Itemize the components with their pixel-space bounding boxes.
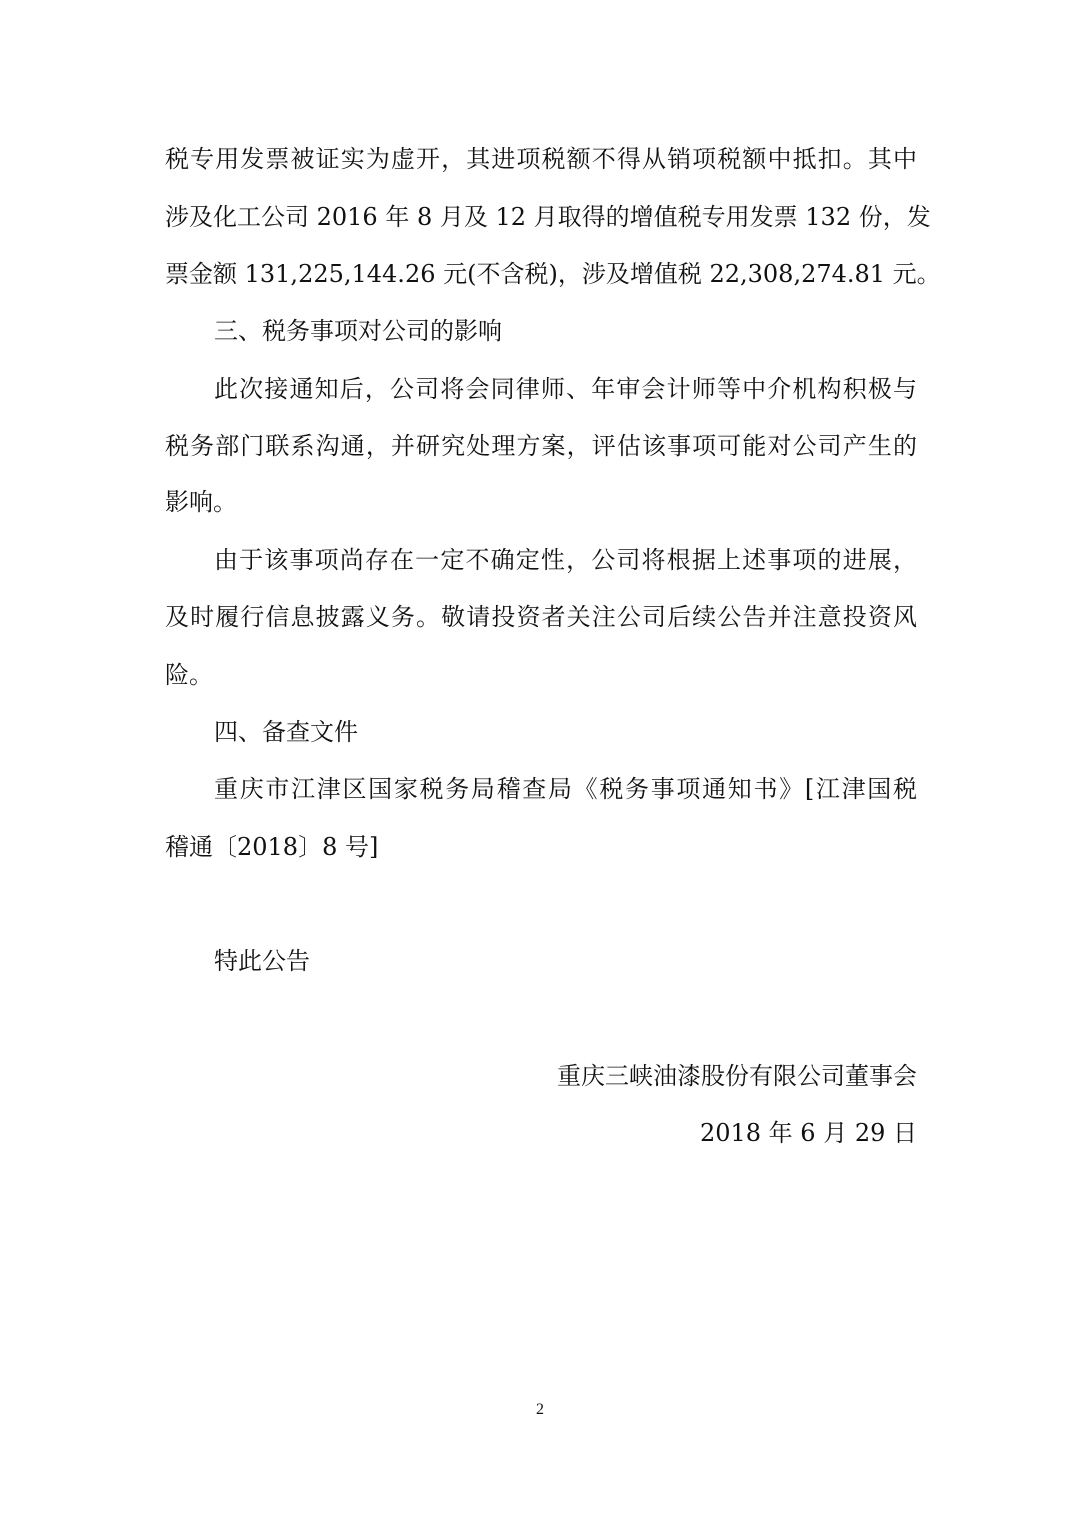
body-line: 税专用发票被证实为虚开，其进项税额不得从销项税额中抵扣。其中 (165, 145, 917, 173)
body-line: 涉及化工公司 2016 年 8 月及 12 月取得的增值税专用发票 132 份，发 (165, 203, 931, 231)
signature-company: 重庆三峡油漆股份有限公司董事会 (557, 1062, 917, 1090)
page-number: 2 (536, 1401, 544, 1418)
signature-date: 2018 年 6 月 29 日 (699, 1119, 917, 1147)
section-heading-4: 四、备查文件 (214, 718, 358, 746)
section-heading-3: 三、税务事项对公司的影响 (214, 317, 502, 345)
body-line: 影响。 (165, 488, 237, 516)
body-line: 险。 (165, 661, 213, 689)
closing-text: 特此公告 (214, 947, 310, 975)
body-line: 稽通〔2018〕8 号] (165, 833, 379, 861)
body-line: 税务部门联系沟通，并研究处理方案，评估该事项可能对公司产生的 (165, 432, 917, 460)
body-line: 此次接通知后，公司将会同律师、年审会计师等中介机构积极与 (214, 375, 917, 403)
body-line: 由于该事项尚存在一定不确定性，公司将根据上述事项的进展， (214, 546, 917, 574)
body-line: 及时履行信息披露义务。敬请投资者关注公司后续公告并注意投资风 (165, 603, 917, 631)
body-line: 重庆市江津区国家税务局稽查局《税务事项通知书》[江津国税 (214, 775, 917, 803)
body-line: 票金额 131,225,144.26 元(不含税)，涉及增值税 22,308,274.81 元。 (165, 260, 941, 288)
